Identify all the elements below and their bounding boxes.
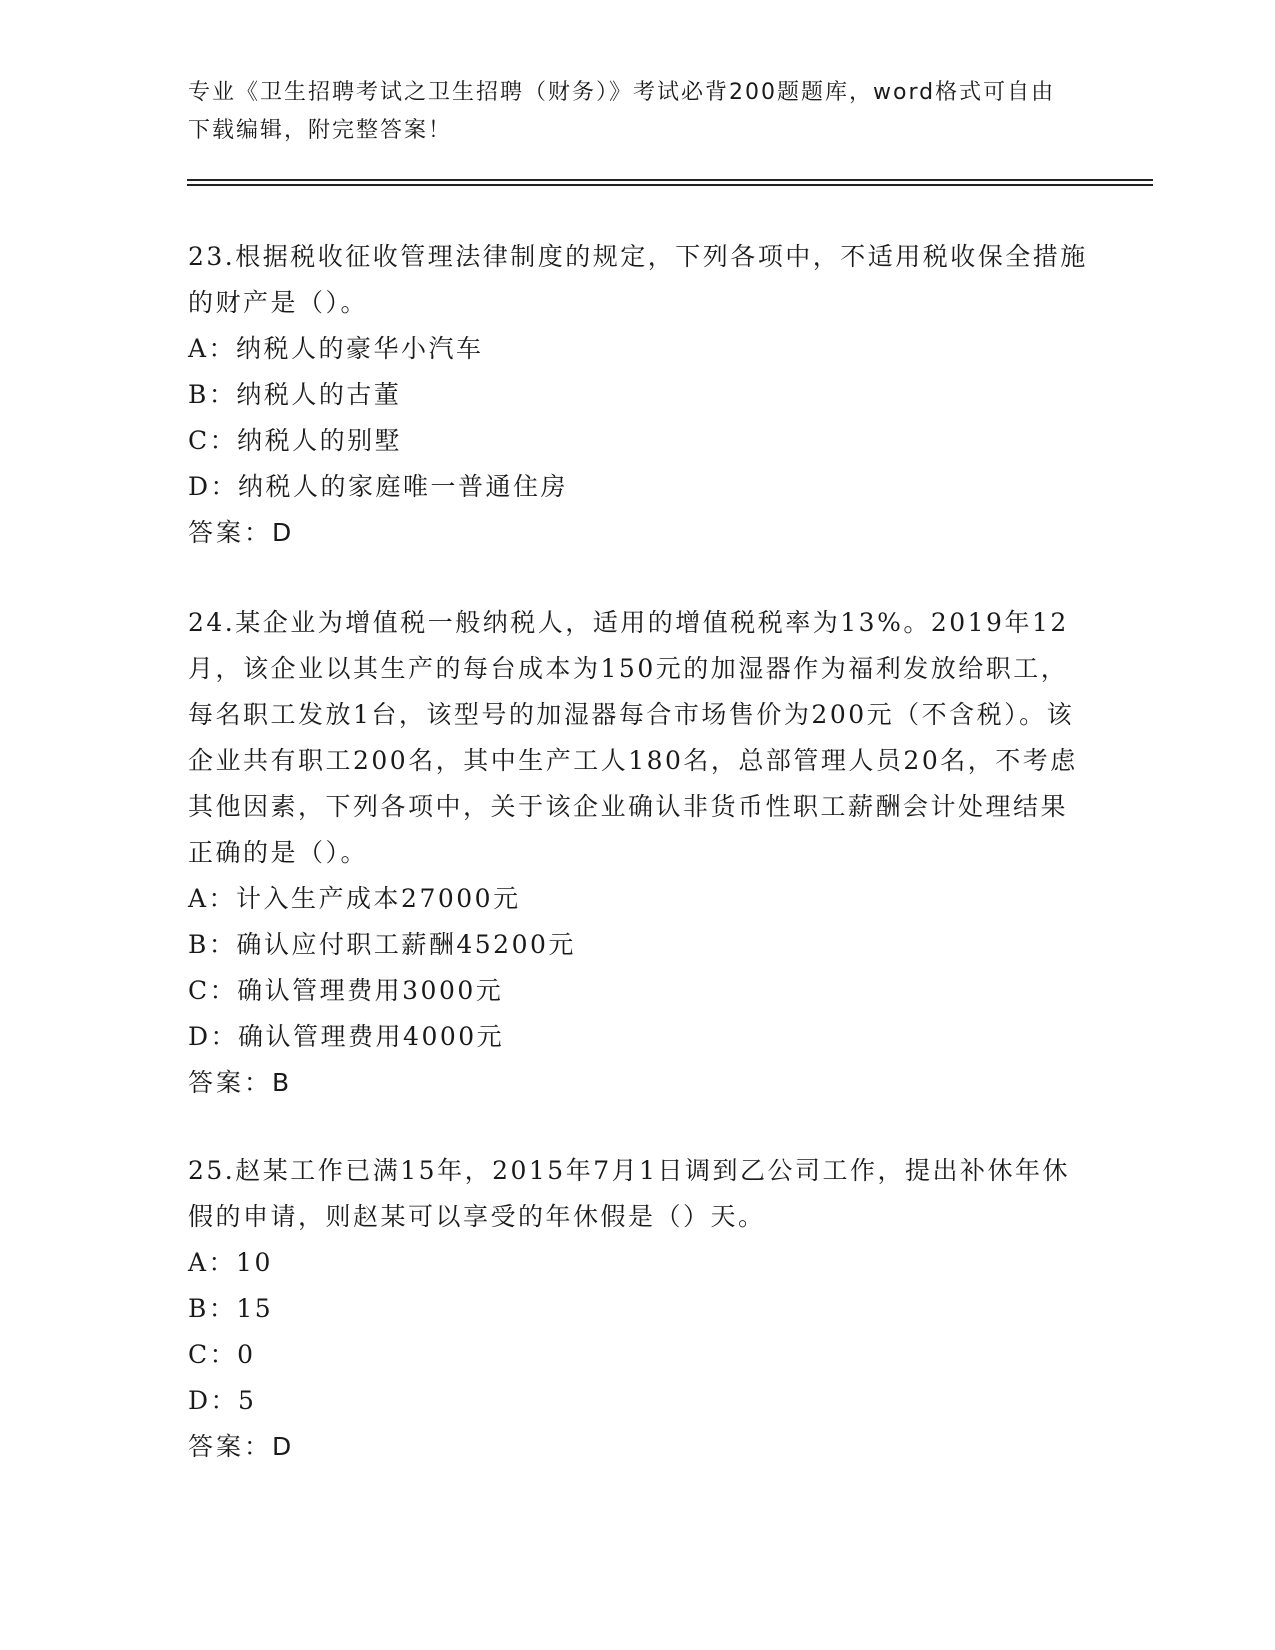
option-c: C：纳税人的别墅 (188, 426, 403, 455)
question-stem: 24.某企业为增值税一般纳税人，适用的增值税税率为13%。2019年12月，该企业以其生产的每台成本为150元的加湿器作为福利发放给职工，每名职工发放1台，该型号的加湿器每合市场售价为200元（不含税）。该企业共有职工200名，其中生产工人180名，总部管理人员20名，不考虑其他因素，下列各项中，关于该企业确认非货币性职工薪酬会计处理结果正确的是（）。 (188, 608, 1078, 867)
option-b: B：15 (188, 1294, 274, 1323)
header-divider-top (187, 179, 1153, 181)
answer: 答案：D (188, 1432, 295, 1461)
option-a: A：纳税人的豪华小汽车 (188, 334, 484, 363)
question-23 (188, 234, 1088, 556)
option-d: D：纳税人的家庭唯一普通住房 (188, 472, 569, 501)
document-header: 专业《卫生招聘考试之卫生招聘（财务）》考试必背200题题库，word格式可自由下载编辑，附完整答案！ (188, 80, 1056, 143)
option-b: B：确认应付职工薪酬45200元 (188, 930, 576, 959)
question-stem: 23.根据税收征收管理法律制度的规定，下列各项中，不适用税收保全措施的财产是（）。 (188, 242, 1088, 317)
question-25 (188, 1148, 1088, 1470)
option-d: D：确认管理费用4000元 (188, 1022, 505, 1051)
answer: 答案：B (188, 1068, 293, 1097)
option-c: C：0 (188, 1340, 256, 1369)
answer: 答案：D (188, 518, 295, 547)
header-divider-bottom (187, 184, 1153, 186)
question-stem: 25.赵某工作已满15年，2015年7月1日调到乙公司工作，提出补休年休假的申请，则赵某可以享受的年休假是（）天。 (188, 1156, 1071, 1231)
option-b: B：纳税人的古董 (188, 380, 402, 409)
option-d: D：5 (188, 1386, 257, 1415)
option-a: A：10 (188, 1248, 273, 1277)
option-a: A：计入生产成本27000元 (188, 884, 521, 913)
option-c: C：确认管理费用3000元 (188, 976, 504, 1005)
question-24 (188, 600, 1088, 1106)
